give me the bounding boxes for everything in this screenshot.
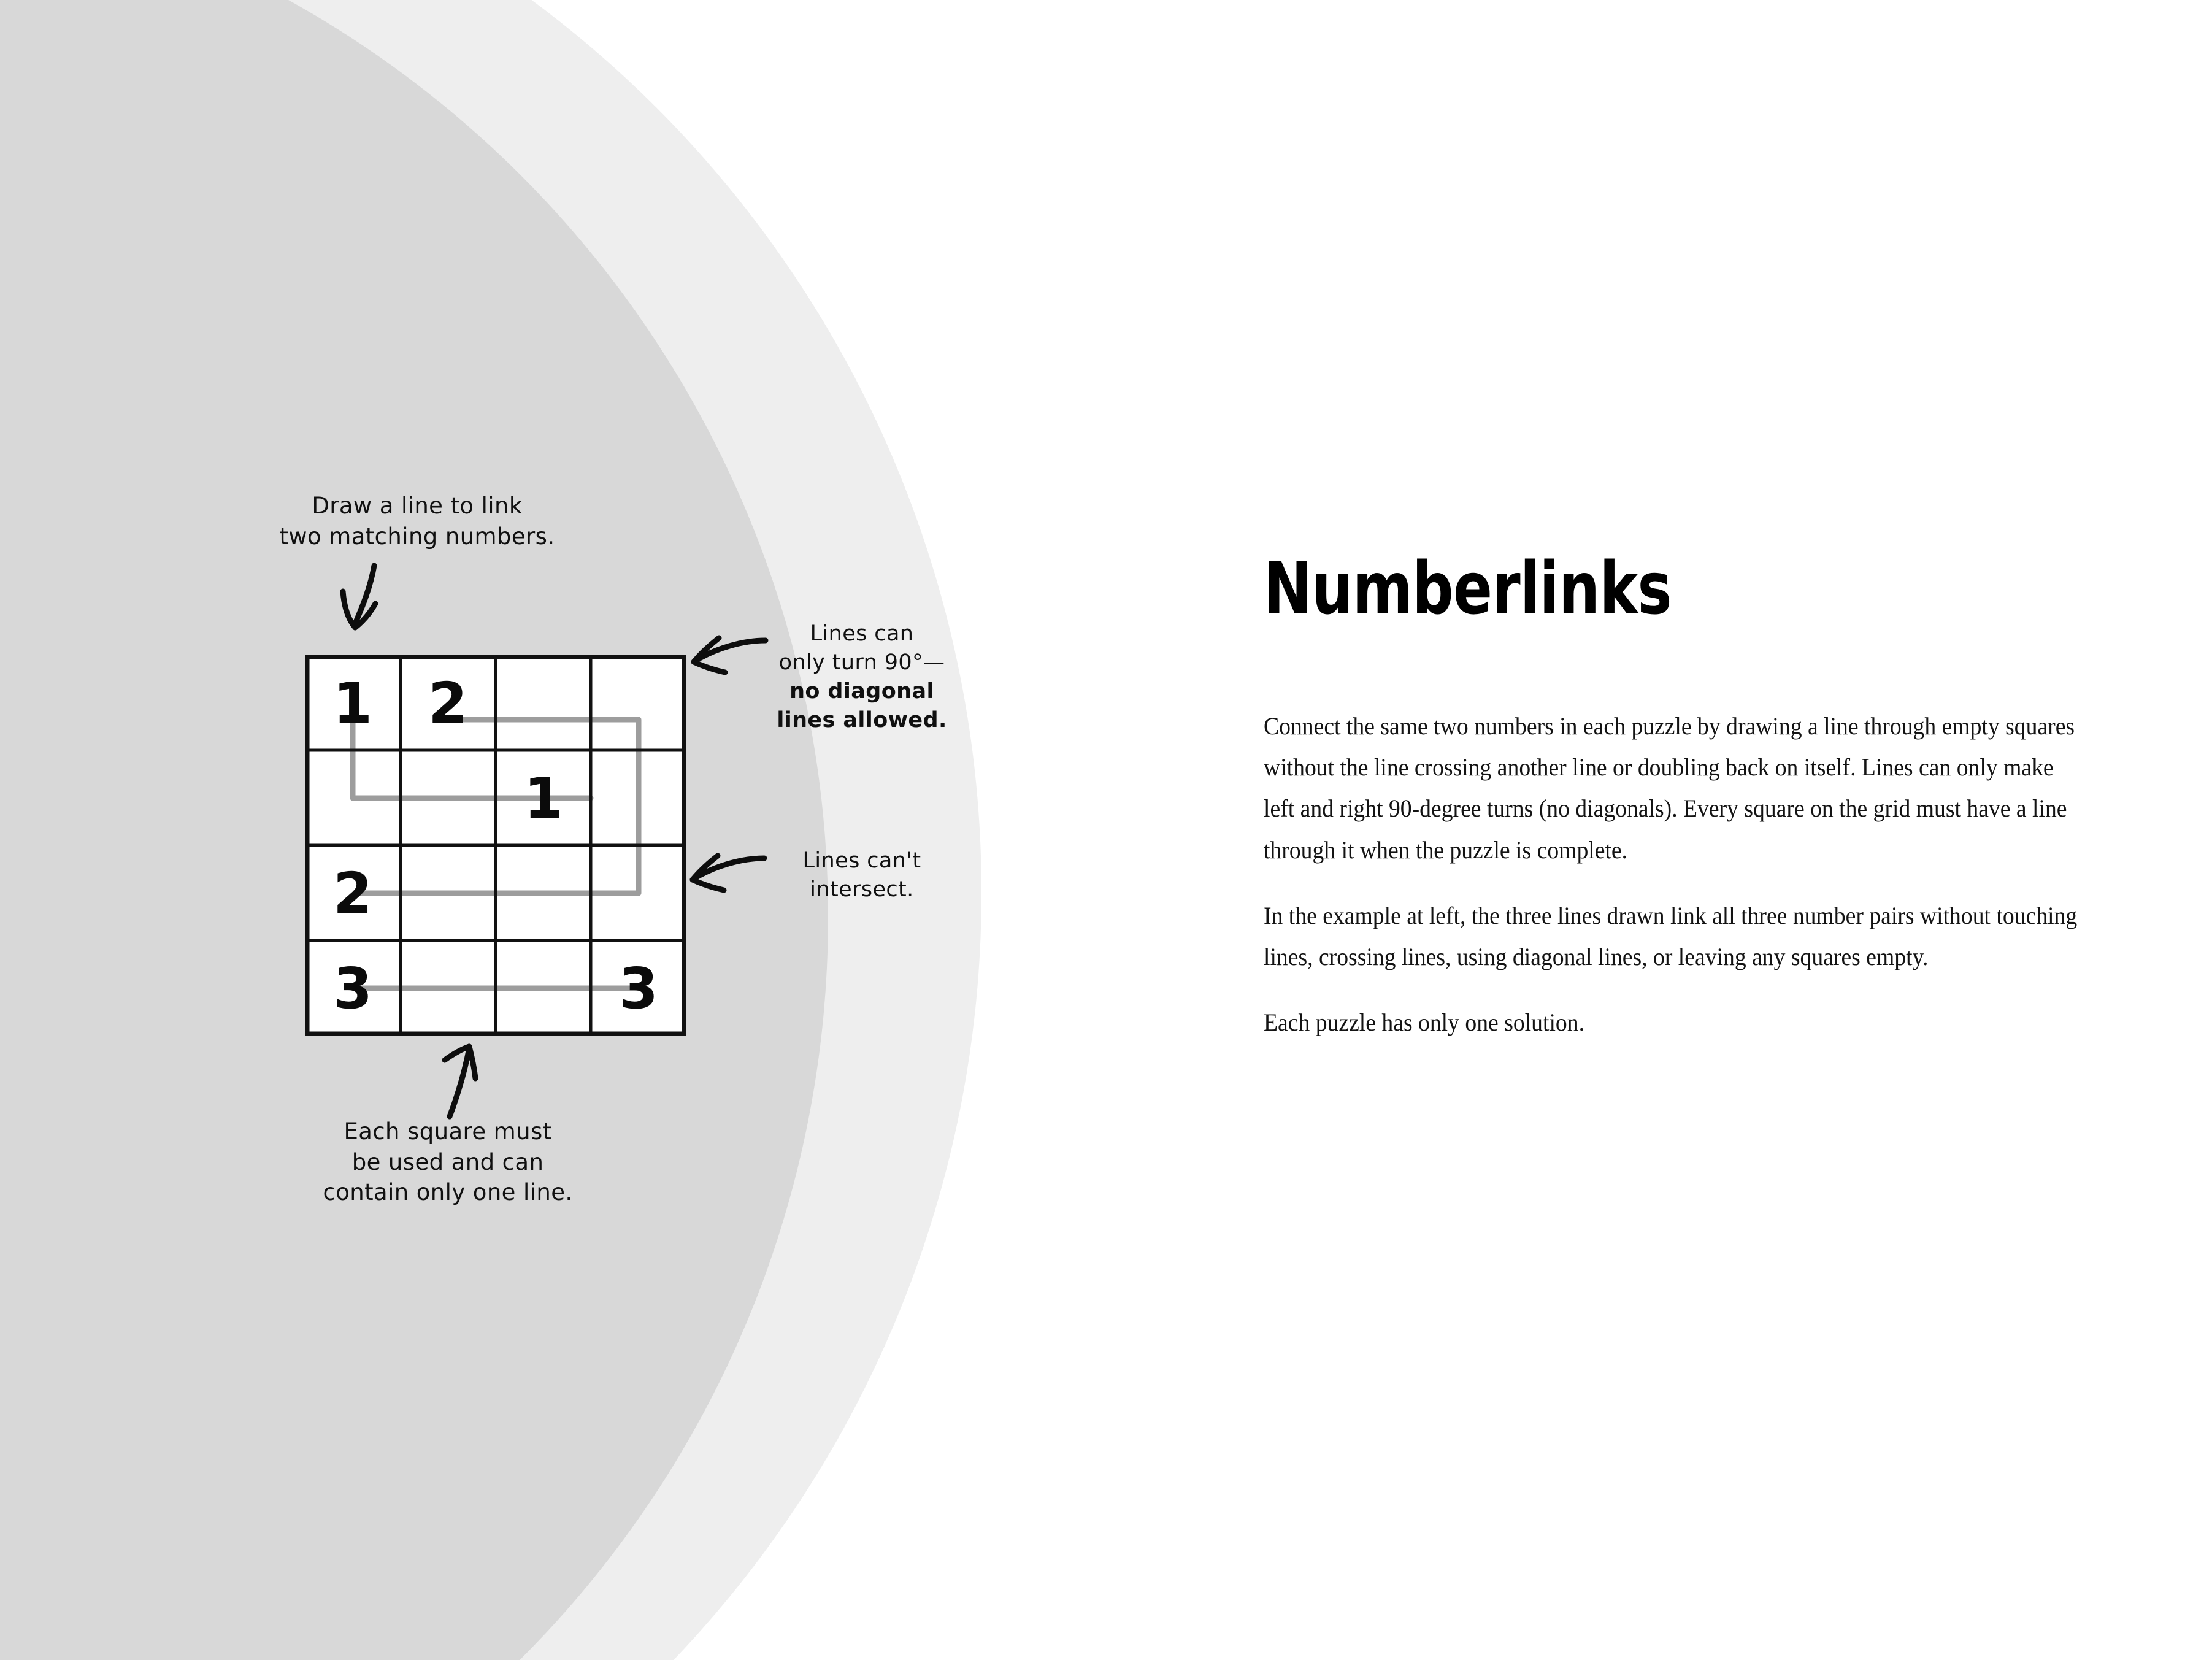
example-panel — [0, 0, 1043, 1660]
callout-draw-line — [258, 491, 577, 551]
callout-each-square — [282, 1116, 613, 1208]
callout-draw-line-line1: Draw a line to link — [312, 493, 523, 519]
arrow-up-icon — [426, 1043, 494, 1123]
intro-paragraph-2: In the example at left, the three lines drawn link all three number pairs without touching lines, crossing lines, using diagonal lines, or leaving any squares empty. — [1264, 901, 2078, 971]
page-title: Numberlinks — [1264, 546, 1672, 631]
callout-no-intersect — [770, 847, 954, 904]
example-puzzle-grid — [305, 655, 686, 1036]
arrow-down-icon — [336, 563, 404, 640]
callout-turn-90-line1: Lines can — [810, 621, 914, 646]
callout-turn-90-line3: no diagonal — [789, 678, 934, 704]
content-column — [1264, 546, 2086, 1043]
callout-turn-90-line4: lines allowed. — [777, 707, 947, 732]
callout-draw-line-line2: two matching numbers. — [279, 523, 555, 550]
intro-paragraph-1: Connect the same two numbers in each puzzle by drawing a line through empty squares without the line crossing another line or doubling back on itself. Lines can only make left and right 90-degree turns (no diagonals). Every square on the grid must have a line through it when the puzzle is complete. — [1264, 712, 2075, 864]
arrow-left-icon-upper — [687, 632, 770, 688]
clue-r0c0: 1 — [332, 671, 373, 736]
callout-each-square-line2: be used and can — [351, 1148, 544, 1175]
callout-no-intersect-line1: Lines can't — [802, 848, 921, 873]
clue-r3c3: 3 — [618, 956, 659, 1021]
callout-turn-90 — [761, 620, 963, 735]
callout-each-square-line3: contain only one line. — [323, 1179, 573, 1206]
callout-turn-90-line2: only turn 90°— — [778, 650, 945, 675]
callout-each-square-line1: Each square must — [344, 1118, 552, 1145]
intro-paragraph-3: Each puzzle has only one solution. — [1264, 1009, 1584, 1037]
arrow-left-icon-lower — [686, 850, 769, 905]
clue-r2c0: 2 — [332, 861, 373, 926]
clue-r1c2: 1 — [523, 766, 564, 831]
clue-r3c0: 3 — [332, 956, 373, 1021]
callout-no-intersect-line2: intersect. — [810, 877, 914, 902]
clue-r0c1: 2 — [428, 671, 468, 736]
